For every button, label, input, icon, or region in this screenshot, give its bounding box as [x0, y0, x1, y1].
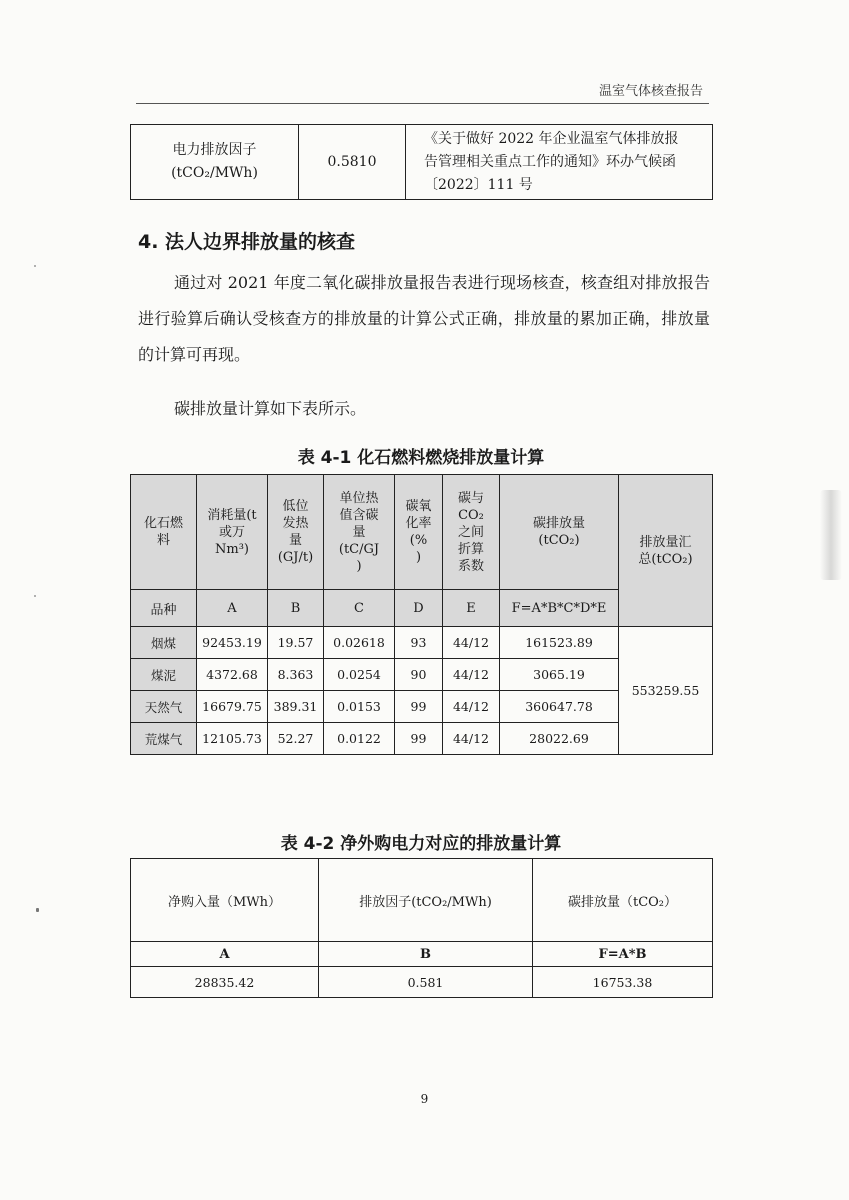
scan-speck: [34, 595, 36, 597]
table-cell: 52.27: [268, 723, 324, 755]
table1-header-cell: 低位 发热 量 (GJ/t): [268, 475, 324, 590]
factor-name-cell: [131, 125, 299, 200]
table-cell: 16753.38: [533, 967, 713, 998]
page-number: 9: [420, 1092, 429, 1106]
table-cell: 煤泥: [131, 659, 197, 691]
table2-key-cell: A: [131, 942, 319, 967]
table-cell: 93: [395, 627, 443, 659]
table2-key-row: [131, 942, 713, 967]
factor-source-line3: 〔2022〕111 号: [424, 176, 533, 193]
table-cell: 4372.68: [197, 659, 268, 691]
section-paragraph-2: 碳排放量计算如下表所示。: [174, 399, 367, 418]
table1-header-cell: 排放量汇 总(tCO₂): [619, 475, 713, 627]
table-cell: 0.0122: [324, 723, 395, 755]
table-cell: 44/12: [443, 627, 500, 659]
table-row: [131, 627, 713, 659]
factor-value-cell: 0.5810: [299, 125, 406, 200]
table-cell: 3065.19: [500, 659, 619, 691]
table-cell: 0.02618: [324, 627, 395, 659]
table1-key-cell: A: [197, 590, 268, 627]
table2-header-cell: 排放因子(tCO₂/MWh): [319, 859, 533, 942]
table1-header-cell: 碳排放量 (tCO₂): [500, 475, 619, 590]
table2-caption: 表 4-2 净外购电力对应的排放量计算: [280, 834, 562, 854]
section-heading: 4. 法人边界排放量的核查: [138, 231, 356, 253]
table-cell: 99: [395, 723, 443, 755]
factor-source-line1: 《关于做好 2022 年企业温室气体排放报: [424, 130, 679, 147]
table1-key-cell: C: [324, 590, 395, 627]
table-cell: 360647.78: [500, 691, 619, 723]
table-cell: 荒煤气: [131, 723, 197, 755]
table1-header-row: [131, 475, 713, 590]
table-cell: 44/12: [443, 659, 500, 691]
table-cell: 90: [395, 659, 443, 691]
table1-caption: 表 4-1 化石燃料燃烧排放量计算: [297, 448, 545, 468]
table-cell: 92453.19: [197, 627, 268, 659]
table-cell: 28835.42: [131, 967, 319, 998]
section-paragraph-1: 通过对 2021 年度二氧化碳排放量报告表进行现场核查，核查组对排放报告进行验算后确认受核查方的排放量的计算公式正确，排放量的累加正确，排放量的计算可再现。: [138, 273, 710, 364]
table1-header-cell: 化石燃 料: [131, 475, 197, 590]
table-cell: 0.0254: [324, 659, 395, 691]
table1-key-cell: E: [443, 590, 500, 627]
table-cell: 44/12: [443, 691, 500, 723]
table-cell: 99: [395, 691, 443, 723]
table2-header-cell: 碳排放量（tCO₂）: [533, 859, 713, 942]
table2-header-row: [131, 859, 713, 942]
table1-header-cell: 碳氧 化率 (% ): [395, 475, 443, 590]
table-cell: 44/12: [443, 723, 500, 755]
header-title: 温室气体核查报告: [598, 84, 703, 99]
table-cell: 28022.69: [500, 723, 619, 755]
purchased-electricity-table: [130, 858, 713, 998]
table-cell: 0.581: [319, 967, 533, 998]
table1-header-cell: 碳与 CO₂ 之间 折算 系数: [443, 475, 500, 590]
table-cell: 天然气: [131, 691, 197, 723]
table2-key-cell: F=A*B: [533, 942, 713, 967]
table1-key-cell: B: [268, 590, 324, 627]
emission-factor-table: [130, 124, 713, 200]
table-cell: 161523.89: [500, 627, 619, 659]
factor-source-line2: 告管理相关重点工作的通知》环办气候函: [424, 153, 676, 170]
factor-name-line1: 电力排放因子: [172, 142, 257, 158]
table2-header-cell: 净购入量（MWh）: [131, 859, 319, 942]
table-cell: 8.363: [268, 659, 324, 691]
table1-header-cell: 消耗量(t 或万 Nm³): [197, 475, 268, 590]
table2-key-cell: B: [319, 942, 533, 967]
table-cell: 12105.73: [197, 723, 268, 755]
factor-name-line2: (tCO₂/MWh): [171, 165, 258, 181]
table-cell: 19.57: [268, 627, 324, 659]
scan-speck: [36, 908, 39, 912]
table1-key-cell: D: [395, 590, 443, 627]
scan-speck: [34, 265, 36, 267]
seal-stamp-edge: [820, 490, 842, 580]
table1-total-cell: 553259.55: [619, 627, 713, 755]
table-row: [131, 967, 713, 998]
table-cell: 0.0153: [324, 691, 395, 723]
table1-key-cell: 品种: [131, 590, 197, 627]
table-cell: 烟煤: [131, 627, 197, 659]
table-cell: 16679.75: [197, 691, 268, 723]
factor-source-cell: [406, 125, 713, 200]
table1-key-cell: F=A*B*C*D*E: [500, 590, 619, 627]
fossil-fuel-table: [130, 474, 713, 755]
header-divider: [136, 103, 709, 104]
table-cell: 389.31: [268, 691, 324, 723]
table1-header-cell: 单位热 值含碳 量 (tC/GJ ): [324, 475, 395, 590]
